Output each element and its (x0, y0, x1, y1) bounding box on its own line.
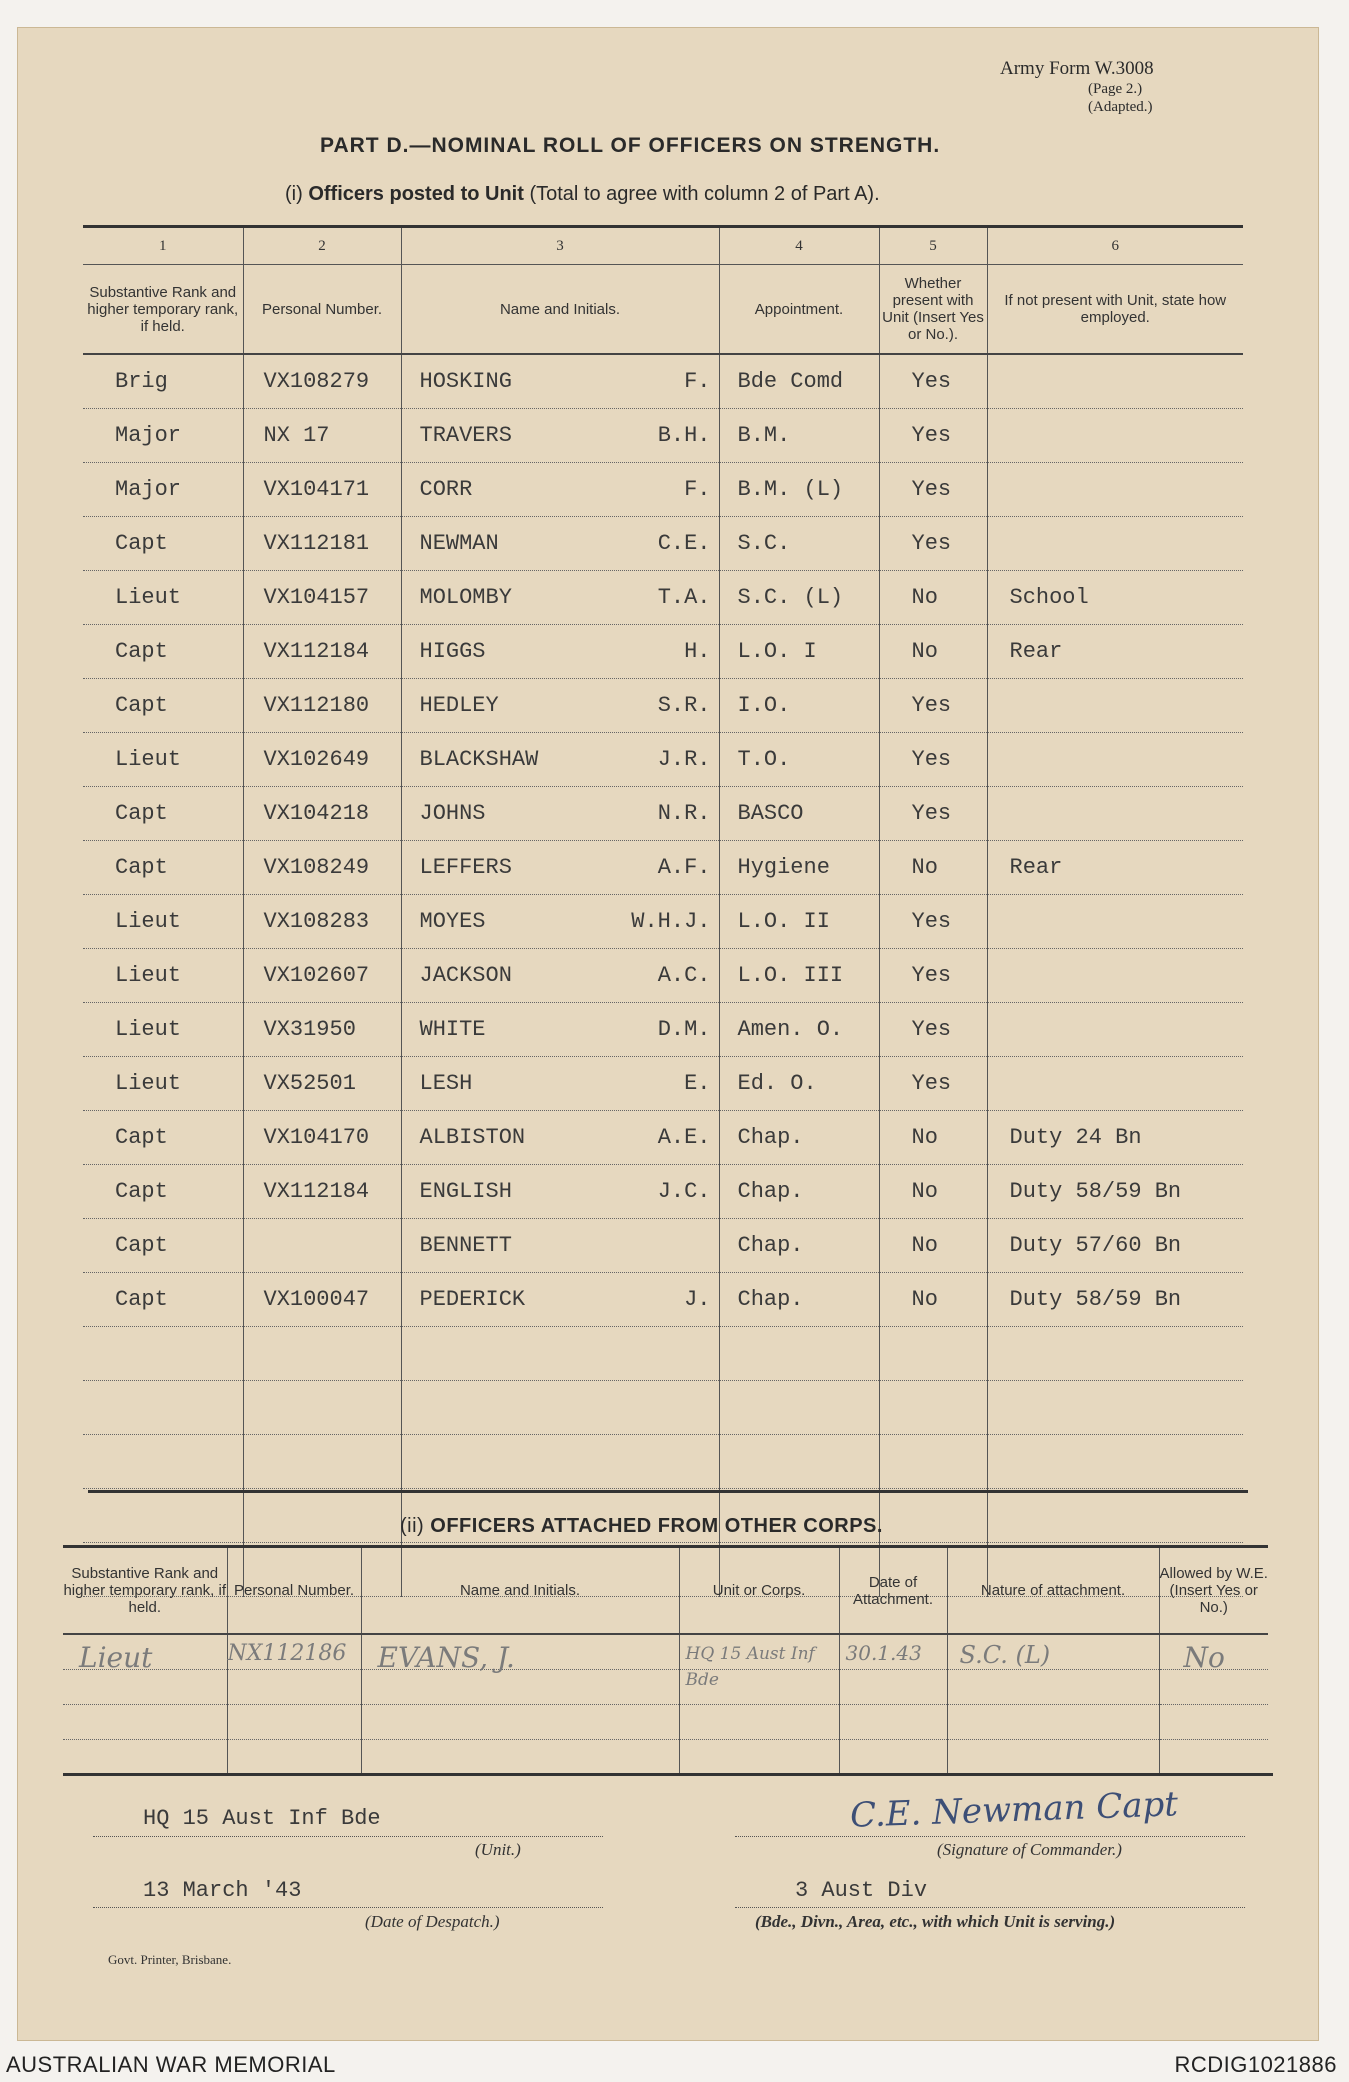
handwritten-text: No (1183, 1641, 1225, 1674)
cell-appointment: I.O. (719, 679, 879, 733)
cell-present: No (879, 1111, 987, 1165)
section1-rest: (Total to agree with column 2 of Part A). (529, 183, 880, 205)
initials-text: W.H.J. (631, 909, 711, 934)
cell-employed: School (987, 571, 1243, 625)
cell-name (401, 354, 719, 409)
cell-number: VX31950 (243, 1003, 401, 1057)
cell-present: Yes (879, 1003, 987, 1057)
date-caption: (Date of Despatch.) (365, 1912, 500, 1931)
table-row (83, 463, 1243, 517)
cell-employed (987, 354, 1243, 409)
name-text: HIGGS (419, 639, 486, 664)
attached-officers-table (63, 1545, 1268, 1775)
att-header-number: Personal Number. (227, 1547, 361, 1635)
cell-present: No (879, 571, 987, 625)
cell-appointment: Chap. (719, 1165, 879, 1219)
name-text: CORR (419, 477, 473, 502)
table-row (83, 1003, 1243, 1057)
column-number: 5 (879, 227, 987, 265)
name-text: JOHNS (419, 801, 486, 826)
cell-number: VX104218 (243, 787, 401, 841)
cell-rank: Lieut (83, 1003, 243, 1057)
cell-present: Yes (879, 787, 987, 841)
att-cell-rank (63, 1634, 227, 1674)
cell-rank: Major (83, 409, 243, 463)
cell-number: VX112180 (243, 679, 401, 733)
cell-name (401, 625, 719, 679)
form-name: Army Form W.3008 (1000, 58, 1154, 79)
att-cell-name (361, 1634, 679, 1674)
cell-appointment: BASCO (719, 787, 879, 841)
cell-present: Yes (879, 463, 987, 517)
cell-appointment: B.M. (L) (719, 463, 879, 517)
cell-employed (987, 895, 1243, 949)
cell-employed: Duty 57/60 Bn (987, 1219, 1243, 1273)
table-row (83, 409, 1243, 463)
initials-text: A.E. (657, 1125, 711, 1150)
att-header-rank: Substantive Rank and higher temporary rank, if held. (63, 1547, 227, 1635)
name-text: BENNETT (419, 1233, 512, 1258)
table-row (83, 1111, 1243, 1165)
name-text: HOSKING (419, 369, 512, 394)
cell-rank: Capt (83, 1273, 243, 1327)
column-number: 2 (243, 227, 401, 265)
cell-employed (987, 1057, 1243, 1111)
initials-text: N.R. (657, 801, 711, 826)
commander-signature: C.E. Newman Capt (849, 1784, 1179, 1836)
cell-name (401, 679, 719, 733)
formation-caption: (Bde., Divn., Area, etc., with which Unit is serving.) (755, 1912, 1116, 1931)
initials-text: A.F. (657, 855, 711, 880)
att-header-allowed: Allowed by W.E. (Insert Yes or No.) (1159, 1547, 1268, 1635)
name-text: NEWMAN (419, 531, 499, 556)
cell-name (401, 409, 719, 463)
handwritten-text: Lieut (79, 1641, 153, 1674)
empty-row (63, 1705, 1268, 1740)
cell-name (401, 895, 719, 949)
cell-rank: Capt (83, 787, 243, 841)
cell-employed: Duty 58/59 Bn (987, 1273, 1243, 1327)
cell-number: VX108283 (243, 895, 401, 949)
initials-text: F. (684, 477, 711, 502)
cell-rank: Capt (83, 625, 243, 679)
cell-rank: Lieut (83, 733, 243, 787)
handwritten-text: 30.1.43 (845, 1641, 922, 1665)
cell-appointment: Amen. O. (719, 1003, 879, 1057)
cell-present: Yes (879, 354, 987, 409)
form-adapted: (Adapted.) (1088, 99, 1153, 115)
table-row (83, 679, 1243, 733)
column-number-row (83, 227, 1243, 265)
cell-name (401, 949, 719, 1003)
cell-appointment: Hygiene (719, 841, 879, 895)
table-row (83, 1219, 1243, 1273)
name-text: MOLOMBY (419, 585, 512, 610)
cell-present: Yes (879, 1057, 987, 1111)
name-text: WHITE (419, 1017, 486, 1042)
att-cell-allowed (1159, 1634, 1268, 1674)
cell-appointment: S.C. (719, 517, 879, 571)
cell-present: Yes (879, 733, 987, 787)
header-employed: If not present with Unit, state how employed. (987, 265, 1243, 355)
att-cell-date (839, 1634, 947, 1670)
cell-employed (987, 679, 1243, 733)
cell-appointment: Ed. O. (719, 1057, 879, 1111)
signature-line (735, 1836, 1245, 1837)
formation-line (735, 1907, 1245, 1908)
initials-text: B.H. (657, 423, 711, 448)
empty-row (83, 1435, 1243, 1489)
section2-title-text: OFFICERS ATTACHED FROM OTHER CORPS. (430, 1515, 883, 1537)
cell-name (401, 1003, 719, 1057)
column-header-row (83, 265, 1243, 355)
cell-appointment: Chap. (719, 1273, 879, 1327)
unit-line (93, 1836, 603, 1837)
name-text: LESH (419, 1071, 473, 1096)
archive-caption-left: AUSTRALIAN WAR MEMORIAL (6, 2052, 336, 2077)
cell-rank: Lieut (83, 1057, 243, 1111)
officers-roll-table (83, 225, 1243, 1597)
cell-appointment: Chap. (719, 1111, 879, 1165)
handwritten-text: EVANS, J. (377, 1641, 515, 1674)
header-rank: Substantive Rank and higher temporary rank, if held. (83, 265, 243, 355)
section1-bold: Officers posted to Unit (308, 183, 524, 205)
handwritten-text: HQ 15 Aust Inf Bde (685, 1644, 815, 1690)
cell-name (401, 463, 719, 517)
name-text: LEFFERS (419, 855, 512, 880)
formation-value: 3 Aust Div (795, 1878, 928, 1903)
att-header-date: Date of Attachment. (839, 1547, 947, 1635)
cell-appointment: L.O. I (719, 625, 879, 679)
name-text: ALBISTON (419, 1125, 526, 1150)
name-text: ENGLISH (419, 1179, 512, 1204)
att-cell-unit (679, 1634, 839, 1690)
column-number: 4 (719, 227, 879, 265)
cell-employed (987, 409, 1243, 463)
header-present: Whether present with Unit (Insert Yes or No.). (879, 265, 987, 355)
attached-header-row (63, 1547, 1268, 1635)
handwritten-text: S.C. (L) (959, 1641, 1051, 1669)
cell-present: Yes (879, 409, 987, 463)
cell-name (401, 1057, 719, 1111)
page-title: PART D.—NOMINAL ROLL OF OFFICERS ON STRENGTH. (320, 134, 941, 157)
empty-row (83, 1327, 1243, 1381)
initials-text: E. (684, 1071, 711, 1096)
cell-rank: Lieut (83, 949, 243, 1003)
cell-present: No (879, 1273, 987, 1327)
name-text: HEDLEY (419, 693, 499, 718)
cell-name (401, 517, 719, 571)
table-row (83, 733, 1243, 787)
empty-row (83, 1381, 1243, 1435)
cell-number (243, 1219, 401, 1273)
cell-rank: Capt (83, 1219, 243, 1273)
section1-num: (i) (285, 183, 303, 205)
name-text: JACKSON (419, 963, 512, 988)
signature-caption: (Signature of Commander.) (937, 1840, 1122, 1859)
roll-body (83, 354, 1243, 1597)
cell-name (401, 1111, 719, 1165)
despatch-date-value: 13 March '43 (143, 1878, 302, 1903)
column-number: 6 (987, 227, 1243, 265)
cell-employed (987, 517, 1243, 571)
att-header-name: Name and Initials. (361, 1547, 679, 1635)
cell-present: Yes (879, 949, 987, 1003)
cell-number: VX104157 (243, 571, 401, 625)
table-row (83, 787, 1243, 841)
initials-text: H. (684, 639, 711, 664)
cell-number: VX112184 (243, 1165, 401, 1219)
name-text: MOYES (419, 909, 486, 934)
cell-rank: Capt (83, 1165, 243, 1219)
cell-appointment: S.C. (L) (719, 571, 879, 625)
cell-employed: Rear (987, 841, 1243, 895)
cell-number: VX112184 (243, 625, 401, 679)
table-row (83, 625, 1243, 679)
cell-appointment: L.O. III (719, 949, 879, 1003)
empty-row (63, 1670, 1268, 1705)
cell-number: VX104171 (243, 463, 401, 517)
unit-caption: (Unit.) (475, 1840, 521, 1859)
name-text: BLACKSHAW (419, 747, 539, 772)
cell-name (401, 841, 719, 895)
cell-employed (987, 1003, 1243, 1057)
cell-rank: Capt (83, 517, 243, 571)
form-identifier (1000, 58, 1154, 116)
cell-number: VX100047 (243, 1273, 401, 1327)
cell-employed: Rear (987, 625, 1243, 679)
cell-name (401, 1165, 719, 1219)
att-cell-nature (947, 1634, 1159, 1670)
att-header-nature: Nature of attachment. (947, 1547, 1159, 1635)
table-row (83, 1057, 1243, 1111)
cell-name (401, 787, 719, 841)
table-row (83, 841, 1243, 895)
table-row (83, 1165, 1243, 1219)
cell-number: VX108249 (243, 841, 401, 895)
cell-appointment: L.O. II (719, 895, 879, 949)
cell-employed (987, 949, 1243, 1003)
table-row (83, 354, 1243, 409)
handwritten-text: NX112186 (227, 1641, 347, 1666)
form-page: (Page 2.) (1088, 81, 1143, 97)
cell-employed: Duty 24 Bn (987, 1111, 1243, 1165)
table-row (83, 949, 1243, 1003)
cell-present: Yes (879, 679, 987, 733)
cell-appointment: T.O. (719, 733, 879, 787)
att-cell-number (227, 1634, 361, 1670)
initials-text: S.R. (657, 693, 711, 718)
header-appointment: Appointment. (719, 265, 879, 355)
cell-rank: Major (83, 463, 243, 517)
date-line (93, 1907, 603, 1908)
cell-number: NX 17 (243, 409, 401, 463)
name-text: PEDERICK (419, 1287, 526, 1312)
archive-caption-right: RCDIG1021886 (1174, 2052, 1337, 2077)
cell-rank: Capt (83, 679, 243, 733)
table-row (83, 1273, 1243, 1327)
cell-number: VX112181 (243, 517, 401, 571)
cell-name (401, 1273, 719, 1327)
table-row (83, 895, 1243, 949)
cell-rank: Brig (83, 354, 243, 409)
roll-bottom-rule (88, 1490, 1248, 1493)
cell-number: VX108279 (243, 354, 401, 409)
cell-rank: Lieut (83, 895, 243, 949)
cell-present: No (879, 625, 987, 679)
attached-bottom-rule (63, 1773, 1273, 1776)
cell-number: VX52501 (243, 1057, 401, 1111)
header-number: Personal Number. (243, 265, 401, 355)
cell-number: VX102649 (243, 733, 401, 787)
cell-present: No (879, 1219, 987, 1273)
cell-number: VX102607 (243, 949, 401, 1003)
cell-present: Yes (879, 895, 987, 949)
empty-row (63, 1740, 1268, 1775)
initials-text: J.R. (657, 747, 711, 772)
cell-rank: Capt (83, 1111, 243, 1165)
cell-name (401, 1219, 719, 1273)
cell-present: Yes (879, 517, 987, 571)
table-row (83, 517, 1243, 571)
header-name: Name and Initials. (401, 265, 719, 355)
initials-text: C.E. (657, 531, 711, 556)
section2-title (400, 1515, 883, 1538)
cell-name (401, 571, 719, 625)
initials-text: T.A. (657, 585, 711, 610)
cell-employed (987, 733, 1243, 787)
name-text: TRAVERS (419, 423, 512, 448)
section2-num: (ii) (400, 1515, 425, 1537)
cell-number: VX104170 (243, 1111, 401, 1165)
cell-appointment: B.M. (719, 409, 879, 463)
initials-text: J.C. (657, 1179, 711, 1204)
cell-employed (987, 463, 1243, 517)
cell-employed (987, 787, 1243, 841)
section1-title (285, 183, 880, 206)
cell-name (401, 733, 719, 787)
initials-text: F. (684, 369, 711, 394)
cell-present: No (879, 1165, 987, 1219)
column-number: 1 (83, 227, 243, 265)
cell-employed: Duty 58/59 Bn (987, 1165, 1243, 1219)
initials-text: A.C. (657, 963, 711, 988)
cell-appointment: Bde Comd (719, 354, 879, 409)
printer-imprint: Govt. Printer, Brisbane. (108, 1952, 232, 1967)
table-row (83, 571, 1243, 625)
table-row (63, 1634, 1268, 1670)
initials-text: J. (684, 1287, 711, 1312)
cell-rank: Capt (83, 841, 243, 895)
cell-appointment: Chap. (719, 1219, 879, 1273)
column-number: 3 (401, 227, 719, 265)
unit-value: HQ 15 Aust Inf Bde (143, 1806, 381, 1831)
initials-text: D.M. (657, 1017, 711, 1042)
cell-rank: Lieut (83, 571, 243, 625)
att-header-unit: Unit or Corps. (679, 1547, 839, 1635)
cell-present: No (879, 841, 987, 895)
